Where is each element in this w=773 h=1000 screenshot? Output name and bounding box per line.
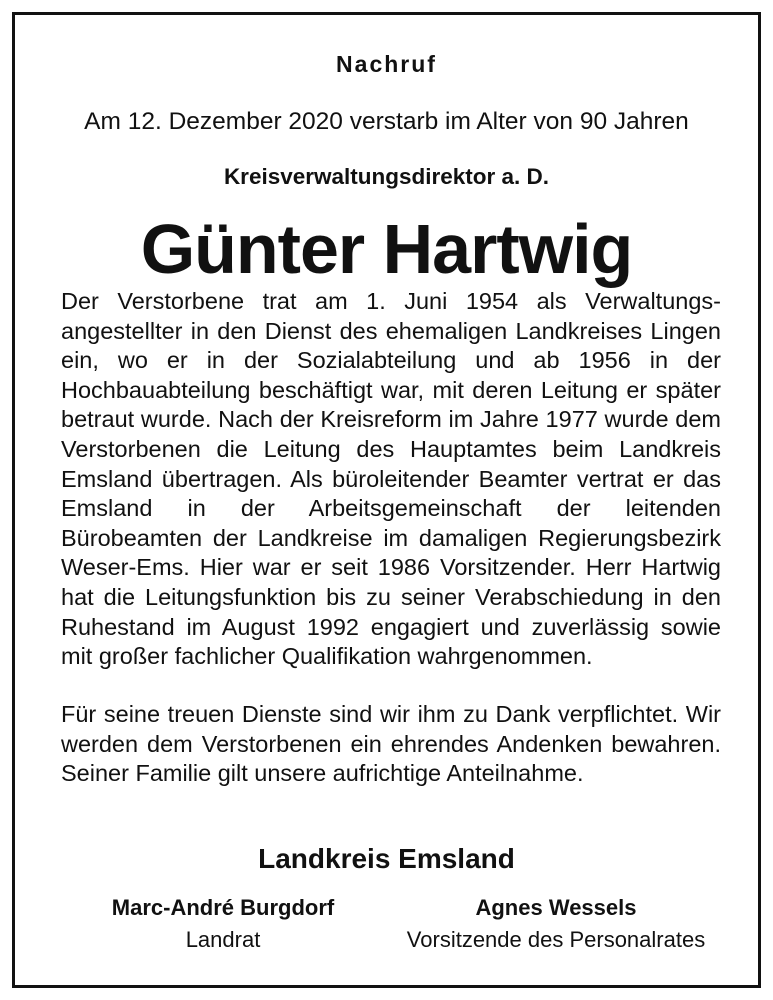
deceased-name: Günter Hartwig bbox=[140, 210, 633, 288]
tribute-paragraph: Für seine treuen Dienste sind wir ihm zu Dank verpflichtet. Wir werden dem Verstorbenen ein ehrendes Andenken bewahren. Seiner Familie gilt unsere aufrichtige Anteilnahme. bbox=[61, 701, 721, 787]
obituary-heading: Nachruf bbox=[336, 51, 437, 77]
signatory-name: Agnes Wessels bbox=[475, 895, 637, 920]
obituary-frame bbox=[12, 12, 761, 988]
signatory-left bbox=[53, 893, 393, 955]
organization-name: Landkreis Emsland bbox=[258, 843, 515, 874]
death-announcement: Am 12. Dezember 2020 verstarb im Alter von 90 Jahren bbox=[84, 108, 689, 135]
signatory-title: Landrat bbox=[185, 927, 261, 952]
signatory-title: Vorsitzende des Personalrates bbox=[406, 927, 706, 952]
deceased-rank: Kreisverwaltungsdirektor a. D. bbox=[223, 164, 550, 189]
biography-paragraph: Der Verstorbene trat am 1. Juni 1954 als Verwaltungsangestellter in den Dienst des ehemaligen Landkreises Lingen ein, wo er in der Sozialabteilung und ab 1956 in der Hochbauabteilung beschäftigt war, mit deren Leitung er später betraut wurde. Nach der Kreisreform im Jahre 1977 wurde dem Verstorbenen die Leitung des Hauptamtes beim Landkreis Emsland übertragen. Als büroleitender Beamter vertrat er das Emsland in der Arbeitsgemeinschaft der leitenden Bürobeamten der Landkreise im damaligen Regierungsbezirk Weser-Ems. Hier war er seit 1986 Vorsitzender. Herr Hartwig hat die Leitungsfunktion bis zu seiner Verabschiedung in den Ruhestand im August 1992 engagiert und zuverlässig sowie mit großer fachlicher Qualifikation wahrgenommen. bbox=[61, 288, 721, 670]
signatory-name: Marc-André Burgdorf bbox=[111, 895, 335, 920]
signatory-right bbox=[386, 893, 726, 955]
